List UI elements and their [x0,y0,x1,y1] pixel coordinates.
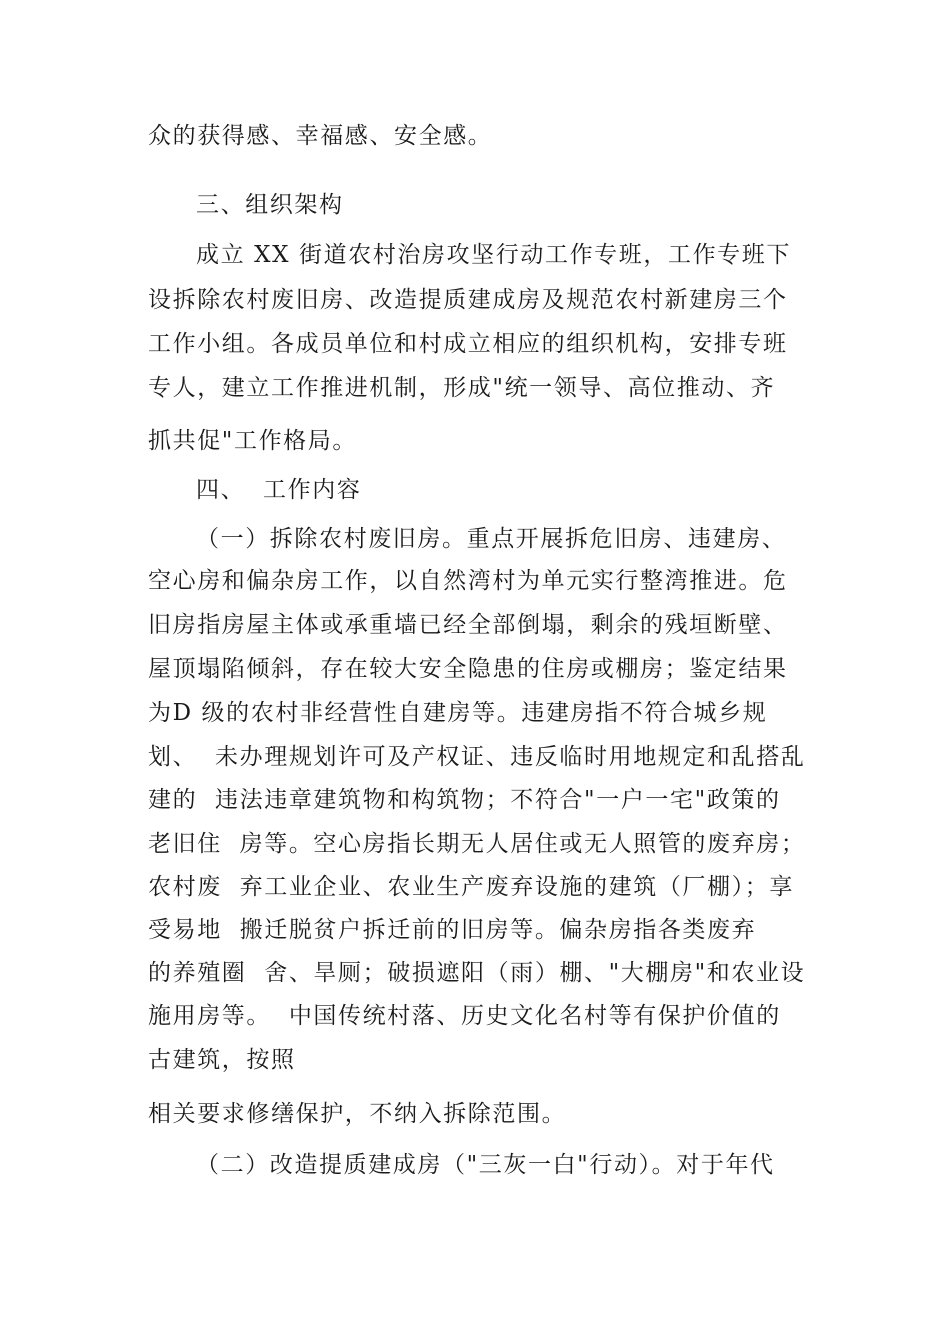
paragraph-line: 旧房指房屋主体或承重墙已经全部倒塌，剩余的残垣断壁、 [148,612,788,638]
paragraph-line: 屋顶塌陷倾斜，存在较大安全隐患的住房或棚房；鉴定结果 [148,656,788,682]
paragraph-line: 受易地 搬迁脱贫户拆迁前的旧房等。偏杂房指各类废弃 [148,917,757,943]
paragraph-line: 施用房等。 中国传统村落、历史文化名村等有保护价值的 [148,1003,781,1029]
paragraph-line: 老旧住 房等。空心房指长期无人居住或无人照管的废弃房； [148,831,806,857]
section-heading: 四、 工作内容 [196,477,362,503]
paragraph-line: 众的获得感、幸福感、安全感。 [148,123,493,149]
paragraph-line: 工作小组。各成员单位和村成立相应的组织机构，安排专班 [148,331,788,357]
paragraph-line: （二）改造提质建成房（"三灰一白"行动）。对于年代 [196,1152,775,1178]
paragraph-line: 专人，建立工作推进机制，形成"统一领导、高位推动、齐 [148,375,776,401]
paragraph-line: 划、 未办理规划许可及产权证、违反临时用地规定和乱搭乱 [148,744,806,770]
paragraph-line: 为D 级的农村非经营性自建房等。违建房指不符合城乡规 [148,700,768,726]
paragraph-line: 设拆除农村废旧房、改造提质建成房及规范农村新建房三个 [148,287,788,313]
paragraph-line: 农村废 弃工业企业、农业生产废弃设施的建筑（厂棚）；享 [148,874,794,900]
paragraph-line: 抓共促"工作格局。 [148,428,357,454]
section-heading: 三、组织架构 [196,192,344,218]
paragraph-line: 的养殖圈 舍、旱厕；破损遮阳（雨）棚、"大棚房"和农业设 [148,960,806,986]
paragraph-line: 成立 XX 街道农村治房攻坚行动工作专班，工作专班下 [196,242,791,268]
paragraph-line: 建的 违法违章建筑物和构筑物；不符合"一户一宅"政策的 [148,787,781,813]
paragraph-line: 古建筑，按照 [148,1047,296,1073]
paragraph-line: （一）拆除农村废旧房。重点开展拆危旧房、违建房、 [196,526,787,552]
paragraph-line: 空心房和偏杂房工作，以自然湾村为单元实行整湾推进。危 [148,568,788,594]
paragraph-line: 相关要求修缮保护，不纳入拆除范围。 [148,1101,567,1127]
